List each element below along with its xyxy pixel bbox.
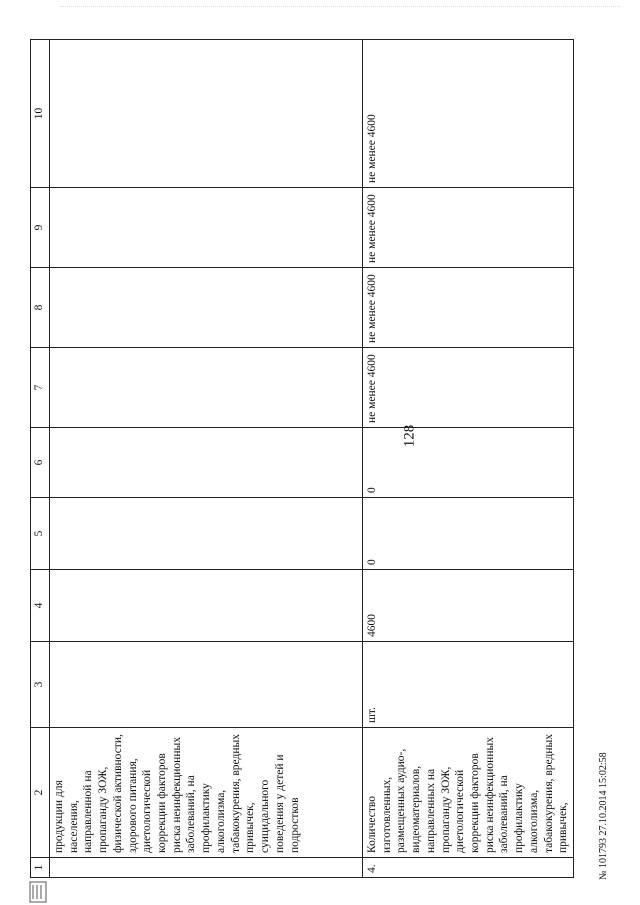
value-cell xyxy=(50,348,363,428)
unit-cell xyxy=(50,642,363,728)
value-cell: не менее 4600 xyxy=(363,268,574,348)
value-cell xyxy=(50,268,363,348)
registration-stamp-icon xyxy=(28,880,48,904)
table-area xyxy=(30,40,580,878)
indicators-table xyxy=(30,39,574,878)
header-cell: 5 xyxy=(31,498,50,570)
value-cell: не менее 4600 xyxy=(363,348,574,428)
scan-artifact xyxy=(60,6,620,13)
value-cell xyxy=(50,188,363,268)
value-cell xyxy=(50,428,363,498)
unit-cell: шт. xyxy=(363,642,574,728)
header-cell: 10 xyxy=(31,40,50,188)
value-cell: не менее 4600 xyxy=(363,188,574,268)
base-value-cell: 4600 xyxy=(363,570,574,642)
table-row xyxy=(50,40,363,878)
header-cell: 7 xyxy=(31,348,50,428)
value-cell xyxy=(50,498,363,570)
table-row xyxy=(363,40,574,878)
header-cell: 1 xyxy=(31,858,50,878)
value-cell: 0 xyxy=(363,428,574,498)
value-cell xyxy=(50,40,363,188)
row-number: 4. xyxy=(363,858,574,878)
value-cell: не менее 4600 xyxy=(363,40,574,188)
document-footer xyxy=(598,720,612,880)
indicator-text: Количество изготовленных, размещенных аудио-, видеоматериалов, направленных на пропаганду ЗОЖ, диетологической коррекции факторов риска неинфекционных заболеваний, на профилактику алкоголизма, табакокурения, вредных привычек, xyxy=(363,728,574,858)
header-cell: 8 xyxy=(31,268,50,348)
header-cell: 4 xyxy=(31,570,50,642)
header-cell: 3 xyxy=(31,642,50,728)
header-cell: 6 xyxy=(31,428,50,498)
header-cell: 2 xyxy=(31,728,50,858)
base-value-cell xyxy=(50,570,363,642)
page-number: 128 xyxy=(401,424,418,448)
indicator-text: продукции для населения, направленной на пропаганду ЗОЖ, физической активности, здорового питания, диетологической коррекции факторов риска неинфекционных заболеваний, на профилактику алкоголизма, табакокурения, вредных привычек, суицидального поведения у детей и подростков xyxy=(50,728,363,858)
rotated-table-container xyxy=(30,40,580,878)
header-cell: 9 xyxy=(31,188,50,268)
footer-registration-text: № 101793 27.10.2014 15:02:58 xyxy=(598,752,609,880)
value-cell: 0 xyxy=(363,498,574,570)
header-row xyxy=(31,40,50,878)
row-number xyxy=(50,858,363,878)
